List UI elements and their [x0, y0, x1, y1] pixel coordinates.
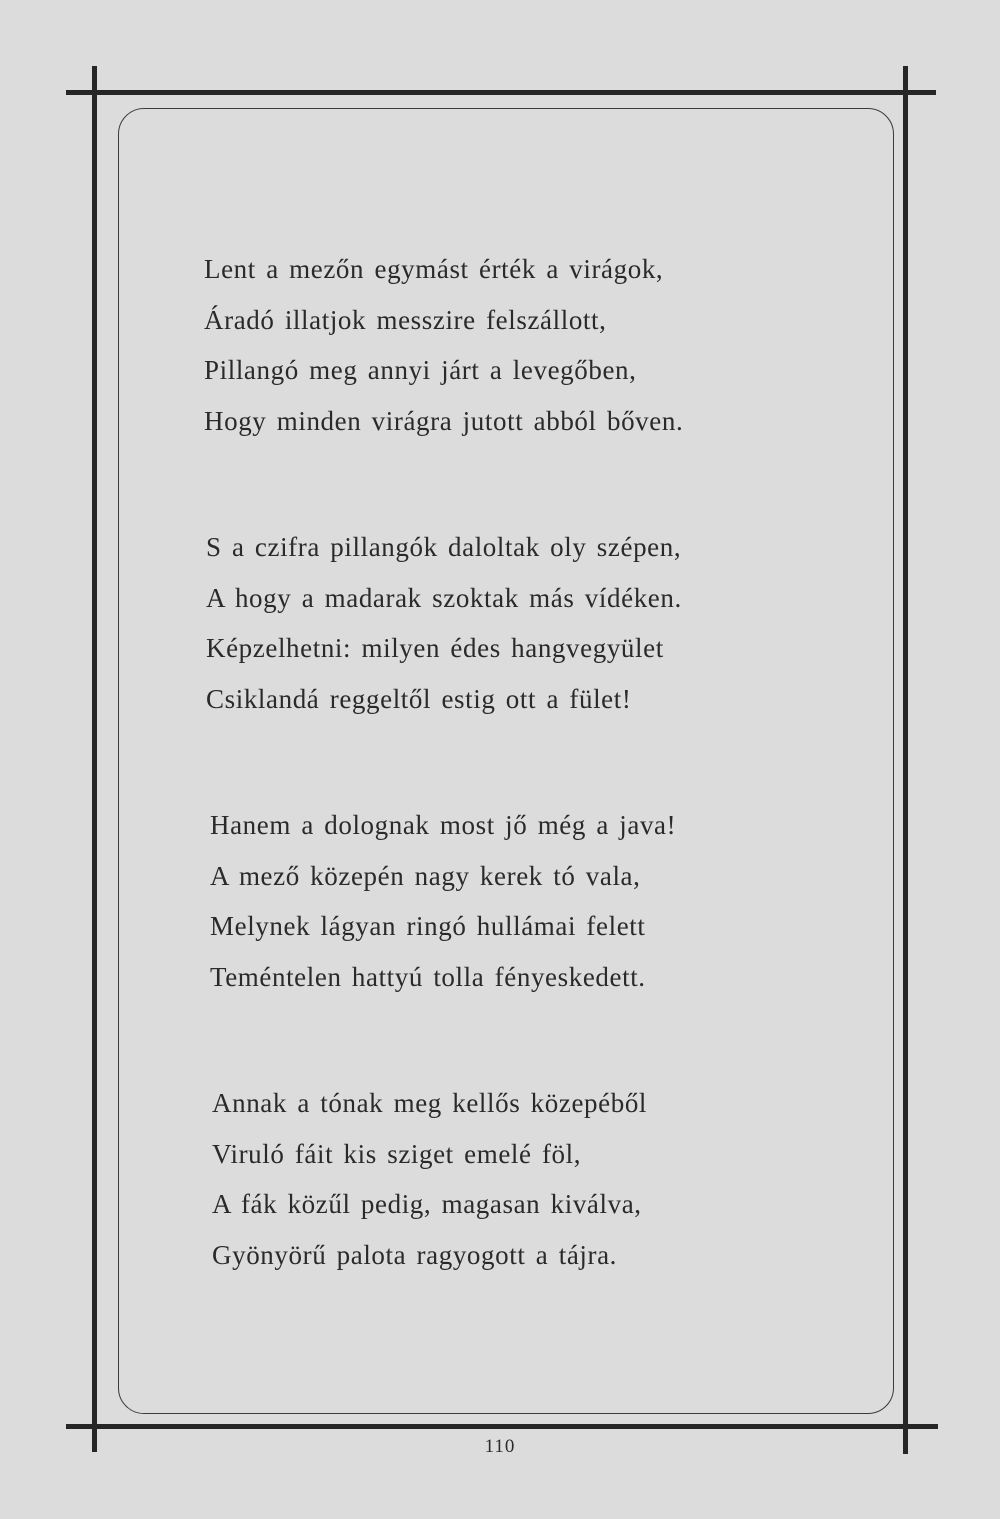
right-border-rule: [903, 66, 908, 1454]
poem-line: Hogy minden virágra jutott abból bőven.: [204, 405, 684, 436]
poem-line: Gyönyörű palota ragyogott a tájra.: [212, 1239, 618, 1270]
stanza: [204, 244, 844, 446]
poem-text: [204, 244, 844, 1356]
poem-line: Lent a mezőn egymást érték a virágok,: [204, 254, 664, 284]
stanza: [206, 522, 844, 724]
poem-line: A fák közűl pedig, magasan kiválva,: [212, 1189, 642, 1219]
poem-line: A hogy a madarak szoktak más vídéken.: [206, 582, 682, 613]
stanza: [210, 800, 844, 1002]
poem-line: Viruló fáit kis sziget emelé föl,: [212, 1138, 582, 1169]
poem-line: Melynek lágyan ringó hullámai felett: [210, 911, 646, 941]
poem-line: Áradó illatjok messzire felszállott,: [204, 304, 607, 335]
poem-line: Pillangó meg annyi járt a levegőben,: [204, 355, 637, 385]
poem-line: A mező közepén nagy kerek tó vala,: [210, 860, 641, 891]
page-number: 110: [484, 1436, 516, 1457]
poem-line: Hanem a dolognak most jő még a java!: [210, 810, 677, 840]
top-border-rule: [66, 90, 936, 95]
poem-line: S a czifra pillangók daloltak oly szépen,: [206, 532, 682, 562]
poem-line: Képzelhetni: milyen édes hangvegyület: [206, 633, 664, 663]
stanza: [212, 1078, 844, 1280]
poem-line: Annak a tónak meg kellős közepéből: [212, 1088, 648, 1118]
bottom-border-rule: [66, 1424, 938, 1429]
left-border-rule: [92, 66, 97, 1452]
poem-line: Csiklandá reggeltől estig ott a fület!: [206, 683, 632, 714]
poem-line: Teméntelen hattyú tolla fényeskedett.: [210, 961, 646, 992]
